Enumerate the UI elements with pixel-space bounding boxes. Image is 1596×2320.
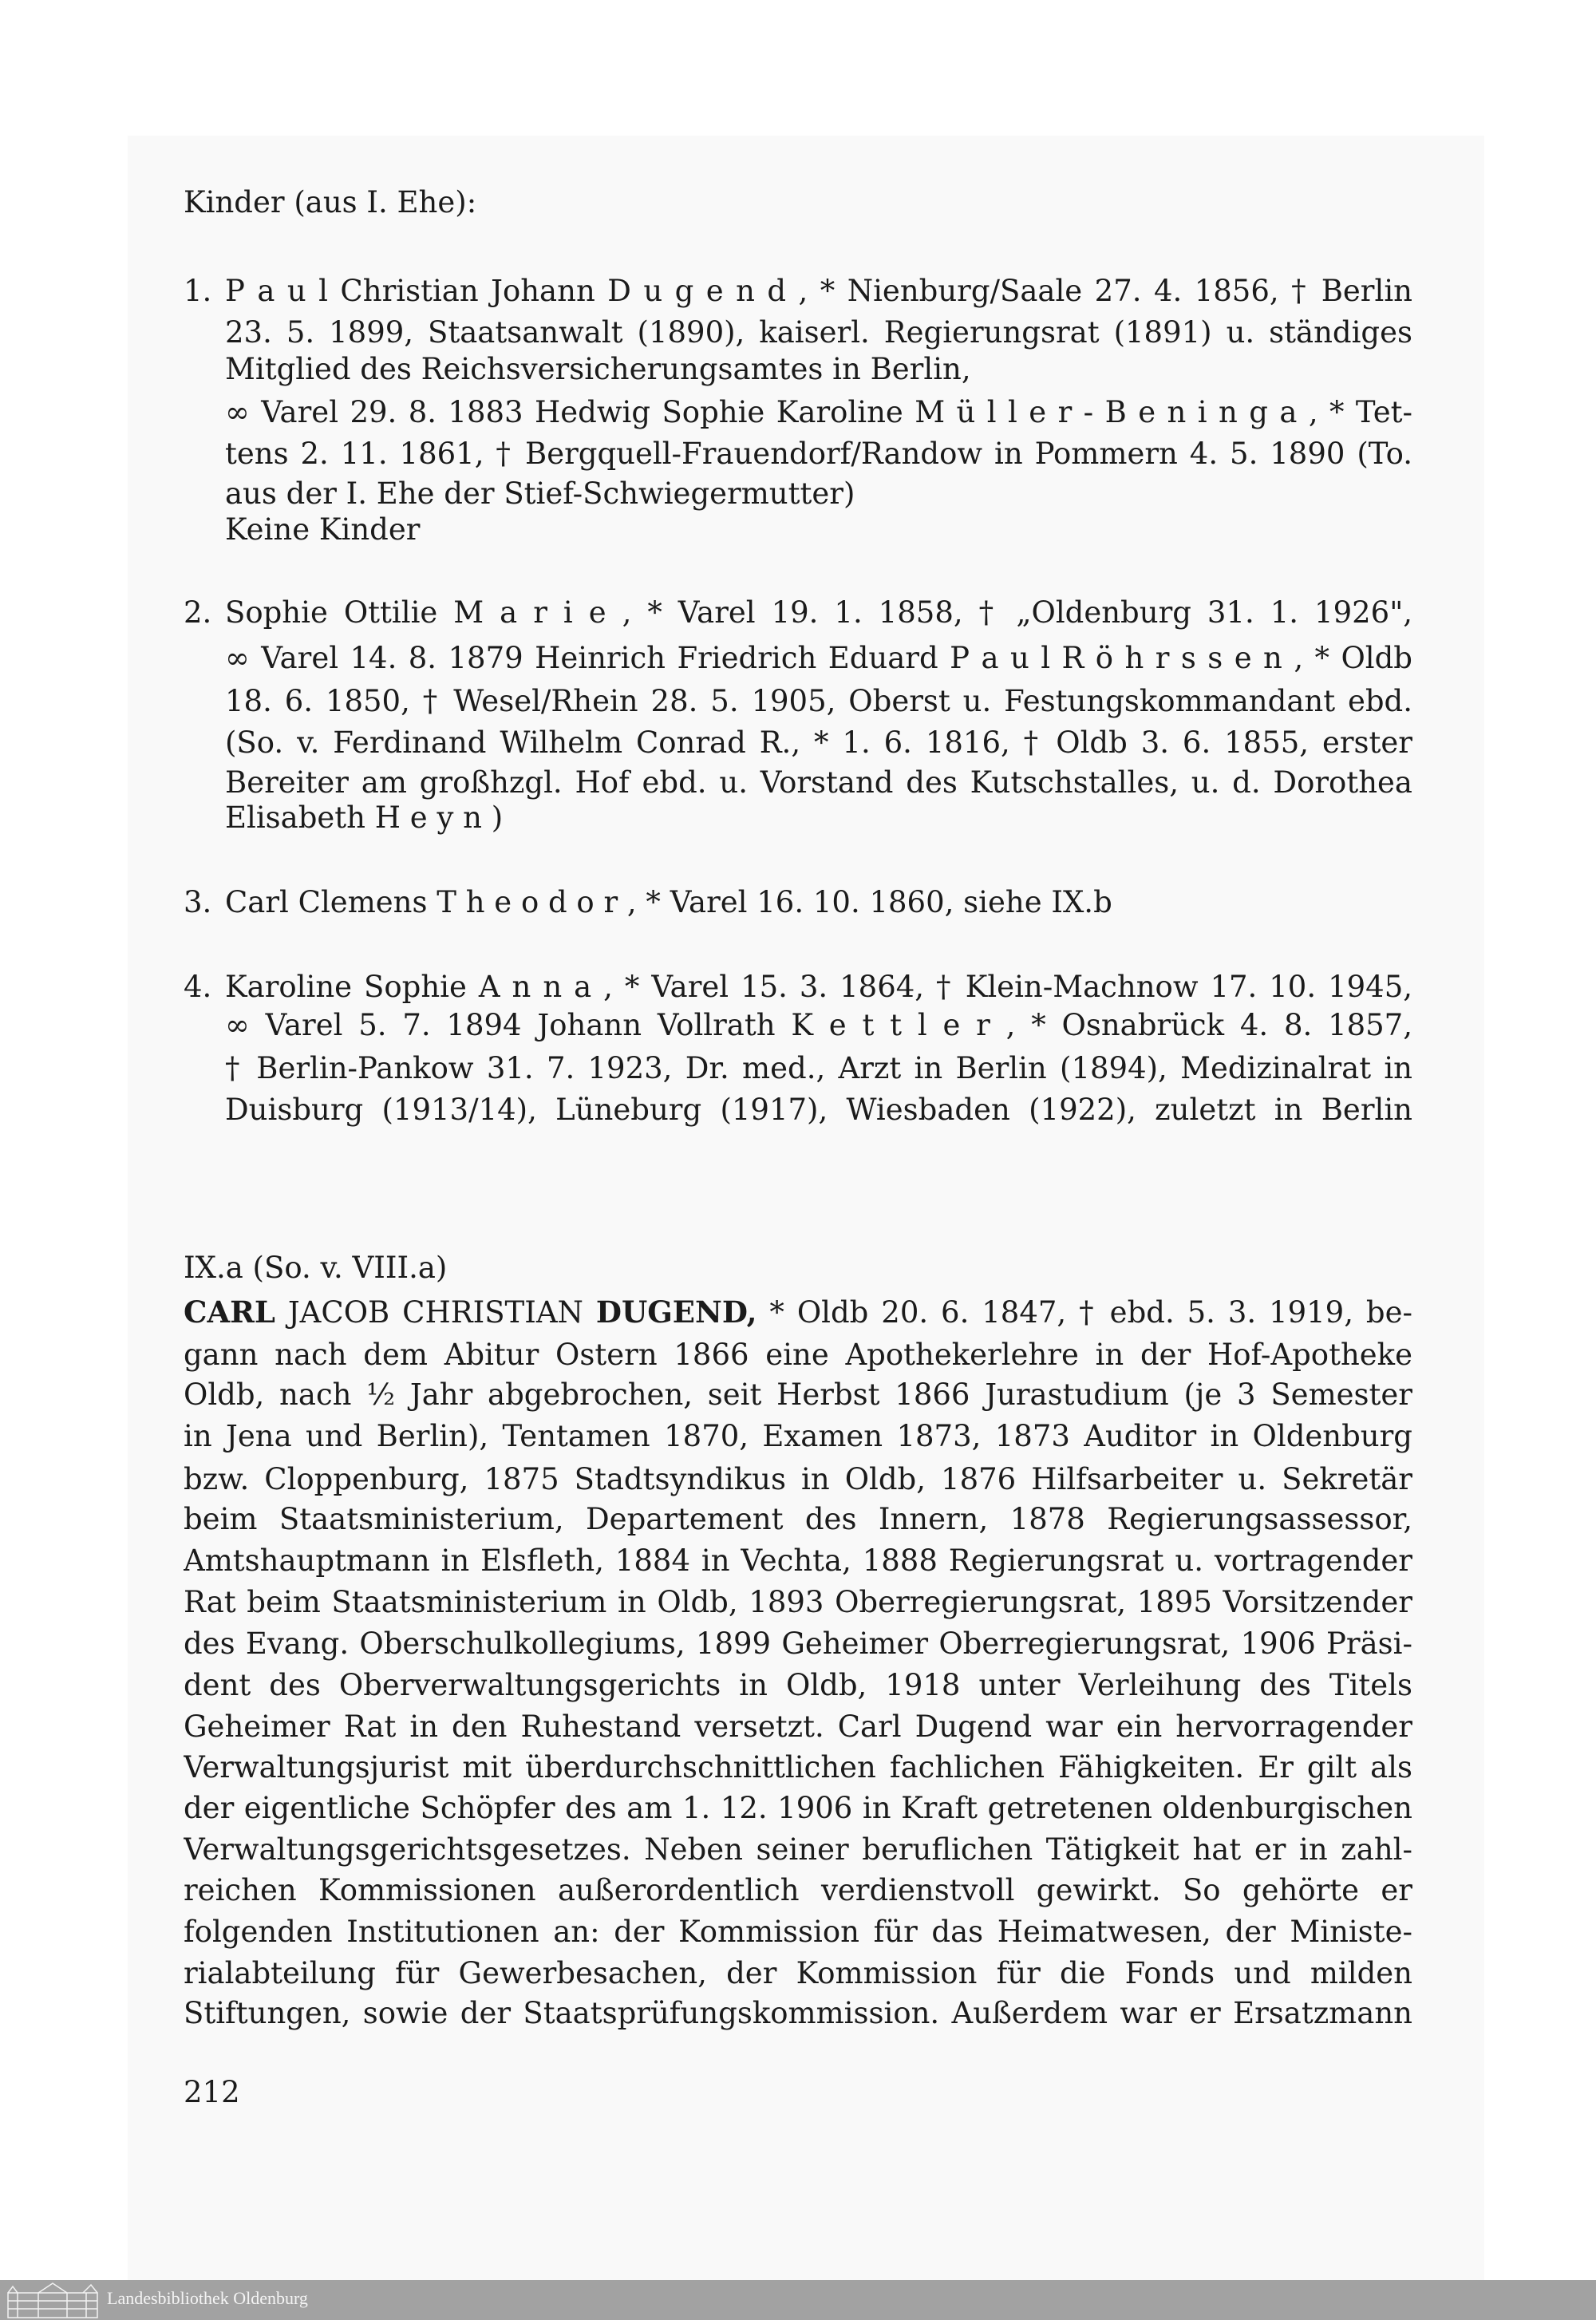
item-number: 1. <box>184 274 212 308</box>
biography-line: reichen Kommissionen außerordentlich verdienstvoll gewirkt. So gehörte er <box>184 1873 1412 1907</box>
biography-line: Amtshauptmann in Elsfleth, 1884 in Vechta, 1888 Regierungsrat u. vortragender <box>184 1543 1412 1578</box>
child-entry-line: Elisabeth H e y n ) <box>225 800 504 835</box>
name-last: DUGEND, <box>595 1294 757 1330</box>
child-entry-line: Mitglied des Reichsversicherungsamtes in Berlin, <box>225 352 971 386</box>
footer-bar <box>0 2280 1596 2320</box>
child-entry-line: 18. 6. 1850, † Wesel/Rhein 28. 5. 1905, Oberst u. Festungskommandant ebd. <box>225 684 1412 718</box>
item-number: 4. <box>184 970 212 1004</box>
biography-line: gann nach dem Abitur Ostern 1866 eine Apothekerlehre in der Hof-Apotheke <box>184 1338 1412 1372</box>
biography-line: Oldb, nach ½ Jahr abgebrochen, seit Herbst 1866 Jurastudium (je 3 Semester <box>184 1377 1412 1412</box>
footer-label: Landesbibliothek Oldenburg <box>107 2288 308 2308</box>
child-entry-line: (So. v. Ferdinand Wilhelm Conrad R., * 1. 6. 1816, † Oldb 3. 6. 1855, erster <box>225 725 1412 760</box>
child-entry-line: Sophie Ottilie M a r i e , * Varel 19. 1. 1858, † „Oldenburg 31. 1. 1926", <box>225 595 1412 630</box>
child-entry-line: † Berlin-Pankow 31. 7. 1923, Dr. med., Arzt in Berlin (1894), Medizinalrat in <box>225 1051 1412 1085</box>
child-entry-line: tens 2. 11. 1861, † Bergquell-Frauendorf/Randow in Pommern 4. 5. 1890 (To. <box>225 437 1412 471</box>
child-entry-line: Duisburg (1913/14), Lüneburg (1917), Wiesbaden (1922), zuletzt in Berlin <box>225 1093 1412 1127</box>
child-entry-line: 23. 5. 1899, Staatsanwalt (1890), kaiserl. Regierungsrat (1891) u. ständiges <box>225 315 1412 350</box>
name-first: CARL <box>184 1294 275 1330</box>
biography-line: beim Staatsministerium, Departement des Innern, 1878 Regierungsassessor, <box>184 1502 1412 1536</box>
child-entry-line: Keine Kinder <box>225 512 421 547</box>
biography-line: Rat beim Staatsministerium in Oldb, 1893 Oberregierungsrat, 1895 Vorsitzender <box>184 1585 1412 1619</box>
biography-line: Stiftungen, sowie der Staatsprüfungskommission. Außerdem war er Ersatzmann <box>184 1996 1412 2030</box>
child-entry-line: ∞ Varel 5. 7. 1894 Johann Vollrath K e t t l e r , * Osnabrück 4. 8. 1857, <box>225 1008 1412 1042</box>
biography-line: in Jena und Berlin), Tentamen 1870, Examen 1873, 1873 Auditor in Oldenburg <box>184 1419 1412 1453</box>
item-number: 2. <box>184 595 212 630</box>
child-entry-line: aus der I. Ehe der Stief-Schwiegermutter) <box>225 476 855 511</box>
child-entry-line: ∞ Varel 14. 8. 1879 Heinrich Friedrich Eduard P a u l R ö h r s s e n , * Oldb <box>225 641 1412 675</box>
biography-line: rialabteilung für Gewerbesachen, der Kommission für die Fonds und milden <box>184 1956 1412 1990</box>
child-entry-line: P a u l Christian Johann D u g e n d , * Nienburg/Saale 27. 4. 1856, † Berlin <box>225 274 1412 308</box>
section-label: IX.a (So. v. VIII.a) <box>184 1251 448 1285</box>
child-entry-line: Carl Clemens T h e o d o r , * Varel 16. 10. 1860, siehe IX.b <box>225 885 1112 919</box>
child-entry-line: Karoline Sophie A n n a , * Varel 15. 3. 1864, † Klein-Machnow 17. 10. 1945, <box>225 970 1412 1004</box>
page-number: 212 <box>184 2075 240 2109</box>
biography-line: der eigentliche Schöpfer des am 1. 12. 1906 in Kraft getretenen oldenburgischen <box>184 1791 1412 1825</box>
section-first-line <box>184 1291 1412 1333</box>
child-entry-line: ∞ Varel 29. 8. 1883 Hedwig Sophie Karoline M ü l l e r - B e n i n g a , * Tet- <box>225 395 1412 429</box>
biography-line: folgenden Institutionen an: der Kommission für das Heimatwesen, der Ministe- <box>184 1915 1412 1949</box>
child-entry-line: Bereiter am großhzgl. Hof ebd. u. Vorstand des Kutschstalles, u. d. Dorothea <box>225 765 1412 800</box>
biography-line: Verwaltungsgerichtsgesetzes. Neben seiner beruflichen Tätigkeit hat er in zahl- <box>184 1832 1412 1867</box>
item-number: 3. <box>184 885 212 919</box>
biography-line: Verwaltungsjurist mit überdurchschnittlichen fachlichen Fähigkeiten. Er gilt als <box>184 1750 1412 1784</box>
biography-line: Geheimer Rat in den Ruhestand versetzt. Carl Dugend war ein hervorragender <box>184 1709 1412 1744</box>
first-line-rest: * Oldb 20. 6. 1847, † ebd. 5. 3. 1919, be- <box>757 1295 1412 1330</box>
heading: Kinder (aus I. Ehe): <box>184 185 477 219</box>
biography-line: des Evang. Oberschulkollegiums, 1899 Geheimer Oberregierungsrat, 1906 Präsi- <box>184 1626 1412 1661</box>
biography-line: bzw. Cloppenburg, 1875 Stadtsyndikus in Oldb, 1876 Hilfsarbeiter u. Sekretär <box>184 1462 1412 1496</box>
library-building-icon <box>6 2282 99 2318</box>
name-middle: JACOB CHRISTIAN <box>275 1295 596 1330</box>
biography-line: dent des Oberverwaltungsgerichts in Oldb, 1918 unter Verleihung des Titels <box>184 1668 1412 1702</box>
